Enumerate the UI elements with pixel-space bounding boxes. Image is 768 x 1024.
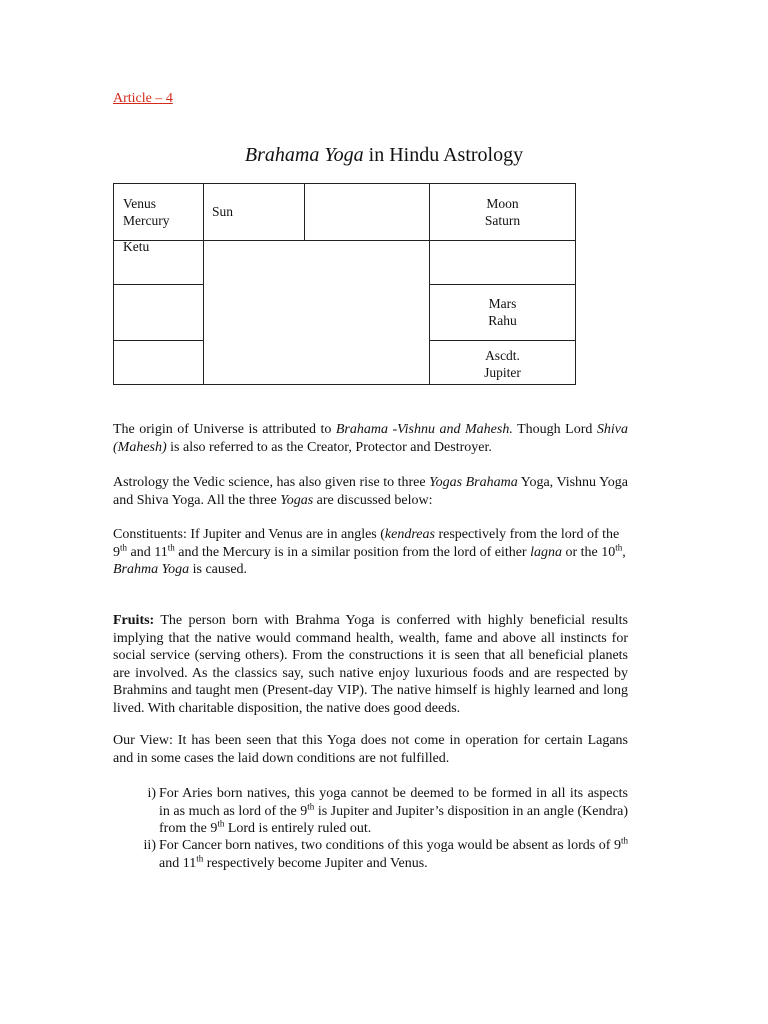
chart-line bbox=[304, 184, 305, 240]
planet-label: Venus bbox=[123, 196, 156, 211]
list-number: i) bbox=[147, 786, 156, 801]
fruits-label: Fruits: bbox=[113, 613, 155, 628]
chart-line bbox=[203, 184, 204, 384]
astrology-chart bbox=[113, 183, 576, 385]
text-run: are discussed below: bbox=[313, 492, 433, 508]
paragraph-constituents bbox=[113, 526, 628, 579]
superscript: th bbox=[120, 541, 128, 552]
planet-label: Ketu bbox=[123, 239, 150, 254]
chart-cell-left-second bbox=[123, 238, 149, 255]
superscript: th bbox=[217, 818, 225, 829]
title-normal: in Hindu Astrology bbox=[363, 144, 524, 166]
title-italic: Brahama Yoga bbox=[244, 144, 364, 166]
chart-line bbox=[114, 240, 575, 241]
text-run: Constituents: If Jupiter and Venus are in angles ( bbox=[113, 527, 385, 542]
text-run: Brahma Yoga bbox=[113, 562, 190, 577]
text-run: respectively from the lord of the 9 bbox=[113, 527, 620, 560]
text-run: Yoga, Vishnu Yoga and Shiva Yoga. All the three bbox=[113, 475, 628, 508]
text-run: Lord is entirely ruled out. bbox=[224, 821, 372, 836]
text-run: Though Lord bbox=[512, 422, 597, 437]
text-run: Yogas Brahama bbox=[429, 475, 518, 490]
page-title bbox=[0, 144, 768, 167]
paragraph-fruits bbox=[113, 612, 628, 717]
text-run: Astrology the Vedic science, has also given rise to three bbox=[113, 475, 430, 490]
planet-label: Ascdt. bbox=[485, 348, 520, 363]
chart-cell-bottom-right bbox=[430, 347, 575, 381]
text-run: Brahama -Vishnu and Mahesh. bbox=[335, 422, 513, 437]
chart-cell-right-third bbox=[430, 295, 575, 329]
chart-line bbox=[429, 284, 575, 285]
list-text bbox=[159, 785, 628, 838]
text-run: For Aries born natives, this yoga cannot be deemed to be formed in all its aspects in as much as lord of the 9 bbox=[159, 786, 628, 819]
planet-label: Moon bbox=[486, 196, 519, 211]
superscript: th bbox=[196, 852, 204, 863]
text-run: is also referred to as the Creator, Protector and Destroyer. bbox=[166, 439, 492, 455]
text-run: Yogas bbox=[280, 492, 314, 508]
chart-cell-top-right bbox=[430, 195, 575, 229]
text-run: , bbox=[622, 544, 626, 560]
chart-cell-top-second bbox=[212, 203, 233, 220]
planet-label: Mars bbox=[488, 296, 517, 311]
chart-cell-top-left bbox=[123, 195, 169, 229]
planet-label: Sun bbox=[212, 204, 234, 219]
chart-line bbox=[114, 284, 203, 285]
text-run: respectively become Jupiter and Venus. bbox=[203, 855, 428, 871]
paragraph-yogas bbox=[113, 474, 628, 509]
text-run: and 11 bbox=[159, 855, 197, 871]
paragraph-origin bbox=[113, 421, 628, 456]
paragraph-our-view: Our View: It has been seen that this Yoga does not come in operation for certain Lagans and in some cases the laid down conditions are not fulfilled. bbox=[113, 733, 628, 766]
superscript: th bbox=[620, 835, 628, 846]
text-run: is caused. bbox=[189, 562, 248, 577]
text-run: is Jupiter and Jupiter’s disposition in an angle (Kendra) from the 9 bbox=[159, 803, 628, 836]
planet-label: Saturn bbox=[484, 213, 521, 228]
text-run: For Cancer born natives, two conditions of this yoga would be absent as lords of 9 bbox=[159, 838, 621, 853]
text-run: The origin of Universe is attributed to bbox=[113, 422, 336, 437]
superscript: th bbox=[615, 541, 623, 552]
planet-label: Mercury bbox=[123, 213, 170, 228]
text-run: or the 10 bbox=[561, 544, 616, 560]
superscript: th bbox=[307, 800, 315, 811]
text-run: kendreas bbox=[384, 527, 435, 542]
text-run: and 11 bbox=[127, 544, 168, 560]
text-run: The person born with Brahma Yoga is conferred with highly beneficial results implying that the native would command health, wealth, fame and above all instincts for social service (serving others). From the constructions it is seen that all beneficial planets are involved. As the classics say, such native enjoy luxurious foods and are respected by Brahmins and taught men (Present-day VIP). The native himself is highly learned and long lived. With charitable disposition, the native does good deeds. bbox=[113, 613, 628, 716]
text-run: and the Mercury is in a similar position from the lord of either bbox=[174, 544, 531, 560]
chart-line bbox=[114, 340, 203, 341]
article-label: Article – 4 bbox=[113, 91, 173, 106]
planet-label: Jupiter bbox=[484, 365, 521, 380]
text-run: lagna bbox=[530, 544, 562, 560]
chart-line bbox=[429, 340, 575, 341]
list-number: ii) bbox=[143, 838, 156, 853]
list-text bbox=[159, 837, 628, 872]
text-run: Shiva (Mahesh) bbox=[113, 422, 628, 455]
planet-label: Rahu bbox=[488, 313, 517, 328]
superscript: th bbox=[167, 541, 175, 552]
